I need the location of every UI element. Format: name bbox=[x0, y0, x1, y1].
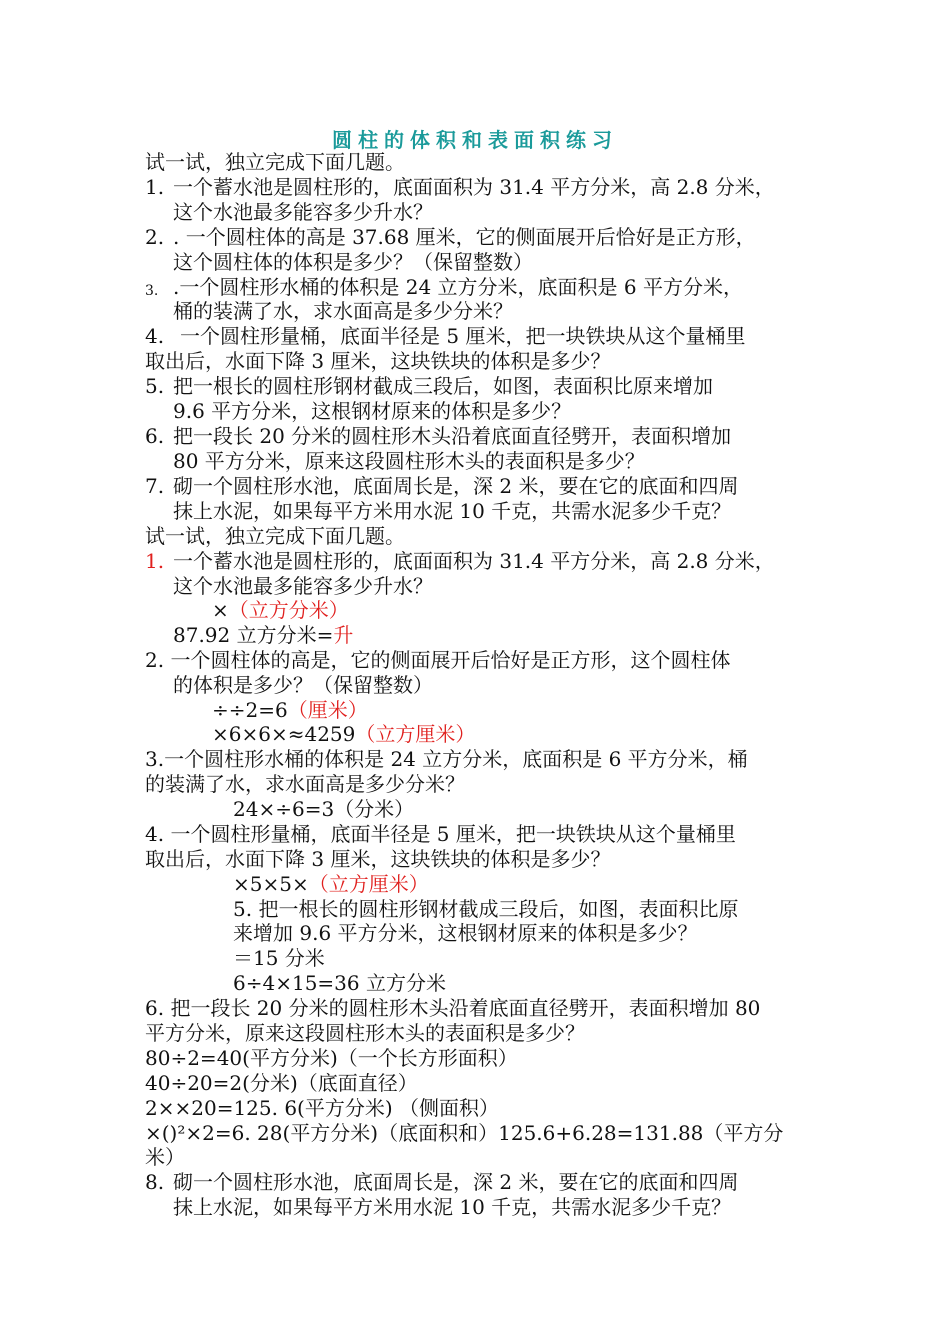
answer-2-expr2: ×6×6×≈4259 bbox=[212, 722, 356, 746]
answer-2-unit2: （立方厘米） bbox=[355, 722, 476, 746]
answer-q2-line1: 2. 一个圆柱体的高是，它的侧面展开后恰好是正方形，这个圆柱体 bbox=[145, 648, 731, 672]
answer-1-result-unit: 升 bbox=[333, 623, 354, 647]
q5-line1: 把一根长的圆柱形钢材截成三段后，如图，表面积比原来增加 bbox=[173, 374, 713, 398]
answer-q6-line1: 6. 把一段长 20 分米的圆柱形木头沿着底面直径劈开，表面积增加 80 bbox=[145, 996, 761, 1020]
q2-number: 2. bbox=[145, 225, 165, 249]
answer-3-calc: 24×÷6=3（分米） bbox=[233, 797, 415, 821]
q4-number: 4. bbox=[145, 324, 165, 348]
q7-line2: 抹上水泥，如果每平方米用水泥 10 千克，共需水泥多少千克？ bbox=[173, 499, 732, 523]
q3-number: 3. bbox=[145, 283, 159, 299]
answer-q5-line1: 5. 把一根长的圆柱形钢材截成三段后，如图，表面积比原 bbox=[233, 897, 739, 921]
answer-q8-line2: 抹上水泥，如果每平方米用水泥 10 千克，共需水泥多少千克？ bbox=[173, 1195, 732, 1219]
intro-text: 试一试，独立完成下面几题。 bbox=[145, 150, 405, 174]
answer-6-step1: 80÷2=40(平方分米)（一个长方形面积） bbox=[145, 1046, 518, 1070]
q1-line2: 这个水池最多能容多少升水？ bbox=[173, 200, 433, 224]
answer-q5-line2: 来增加 9.6 平方分米，这根钢材原来的体积是多少？ bbox=[233, 921, 698, 945]
q4-line1: 一个圆柱形量桶，底面半径是 5 厘米，把一块铁块从这个量桶里 bbox=[180, 324, 746, 348]
answer-q1-line1: 一个蓄水池是圆柱形的，底面面积为 31.4 平方分米，高 2.8 分米， bbox=[173, 549, 775, 573]
answer-1-result-value: 87.92 立方分米= bbox=[173, 623, 334, 647]
answer-6-step4: ×()²×2=6. 28(平方分米)（底面积和）125.6+6.28=131.88（平方分 bbox=[145, 1121, 784, 1145]
answer-5-calc2: 6÷4×15=36 立方分米 bbox=[233, 971, 446, 995]
q3-line1: .一个圆柱形水桶的体积是 24 立方分米，底面积是 6 平方分米， bbox=[173, 275, 743, 299]
q2-line2: 这个圆柱体的体积是多少？（保留整数） bbox=[173, 250, 533, 274]
q7-line1: 砌一个圆柱形水池，底面周长是，深 2 米，要在它的底面和四周 bbox=[173, 474, 739, 498]
q5-line2: 9.6 平方分米，这根钢材原来的体积是多少？ bbox=[173, 399, 572, 423]
answer-4-expr: ×5×5× bbox=[233, 872, 309, 896]
answer-1-result bbox=[173, 623, 353, 647]
answer-2-expr1: ÷÷2=6 bbox=[212, 698, 288, 722]
answer-5-calc1: ＝15 分米 bbox=[233, 946, 325, 970]
answer-1-unit: （立方分米） bbox=[228, 598, 349, 622]
q2-line1: . 一个圆柱体的高是 37.68 厘米，它的侧面展开后恰好是正方形， bbox=[173, 225, 756, 249]
q6-line1: 把一段长 20 分米的圆柱形木头沿着底面直径劈开，表面积增加 bbox=[173, 424, 732, 448]
answer-4-calc bbox=[233, 872, 429, 896]
answer-2-calc2 bbox=[212, 722, 475, 746]
answer-2-unit1: （厘米） bbox=[287, 698, 368, 722]
q7-number: 7. bbox=[145, 474, 165, 498]
answer-q3-line2: 的装满了水，求水面高是多少分米？ bbox=[145, 772, 465, 796]
answer-q1-line2: 这个水池最多能容多少升水？ bbox=[173, 574, 433, 598]
q1-number: 1. bbox=[145, 175, 165, 199]
answer-q8-line1: 砌一个圆柱形水池，底面周长是，深 2 米，要在它的底面和四周 bbox=[173, 1170, 739, 1194]
answer-q6-line2: 平方分米，原来这段圆柱形木头的表面积是多少？ bbox=[145, 1021, 585, 1045]
q5-number: 5. bbox=[145, 374, 165, 398]
answer-q4-line1: 4. 一个圆柱形量桶，底面半径是 5 厘米，把一块铁块从这个量桶里 bbox=[145, 822, 736, 846]
q4-line2: 取出后，水面下降 3 厘米，这块铁块的体积是多少？ bbox=[145, 349, 611, 373]
answer-q8-number: 8. bbox=[145, 1170, 165, 1194]
answer-1-calc bbox=[212, 598, 349, 622]
answer-6-step2: 40÷20=2(分米)（底面直径） bbox=[145, 1071, 418, 1095]
answer-q2-line2: 的体积是多少？（保留整数） bbox=[173, 673, 433, 697]
answer-q1-number: 1. bbox=[145, 549, 165, 573]
answer-q3-line1: 3.一个圆柱形水桶的体积是 24 立方分米，底面积是 6 平方分米，桶 bbox=[145, 747, 748, 771]
intro-text-2: 试一试，独立完成下面几题。 bbox=[145, 524, 405, 548]
q6-line2: 80 平方分米，原来这段圆柱形木头的表面积是多少？ bbox=[173, 449, 645, 473]
answer-q4-line2: 取出后，水面下降 3 厘米，这块铁块的体积是多少？ bbox=[145, 847, 611, 871]
answer-1-expr: × bbox=[212, 598, 229, 622]
answer-4-unit: （立方厘米） bbox=[308, 872, 429, 896]
q6-number: 6. bbox=[145, 424, 165, 448]
q1-line1: 一个蓄水池是圆柱形的，底面面积为 31.4 平方分米，高 2.8 分米， bbox=[173, 175, 775, 199]
answer-6-step3: 2××20=125. 6(平方分米) （侧面积） bbox=[145, 1096, 500, 1120]
q3-line2: 桶的装满了水，求水面高是多少分米？ bbox=[173, 299, 513, 323]
answer-2-calc1 bbox=[212, 698, 368, 722]
answer-6-step5: 米） bbox=[145, 1145, 185, 1169]
page-title: 圆柱的体积和表面积练习 bbox=[332, 128, 618, 152]
